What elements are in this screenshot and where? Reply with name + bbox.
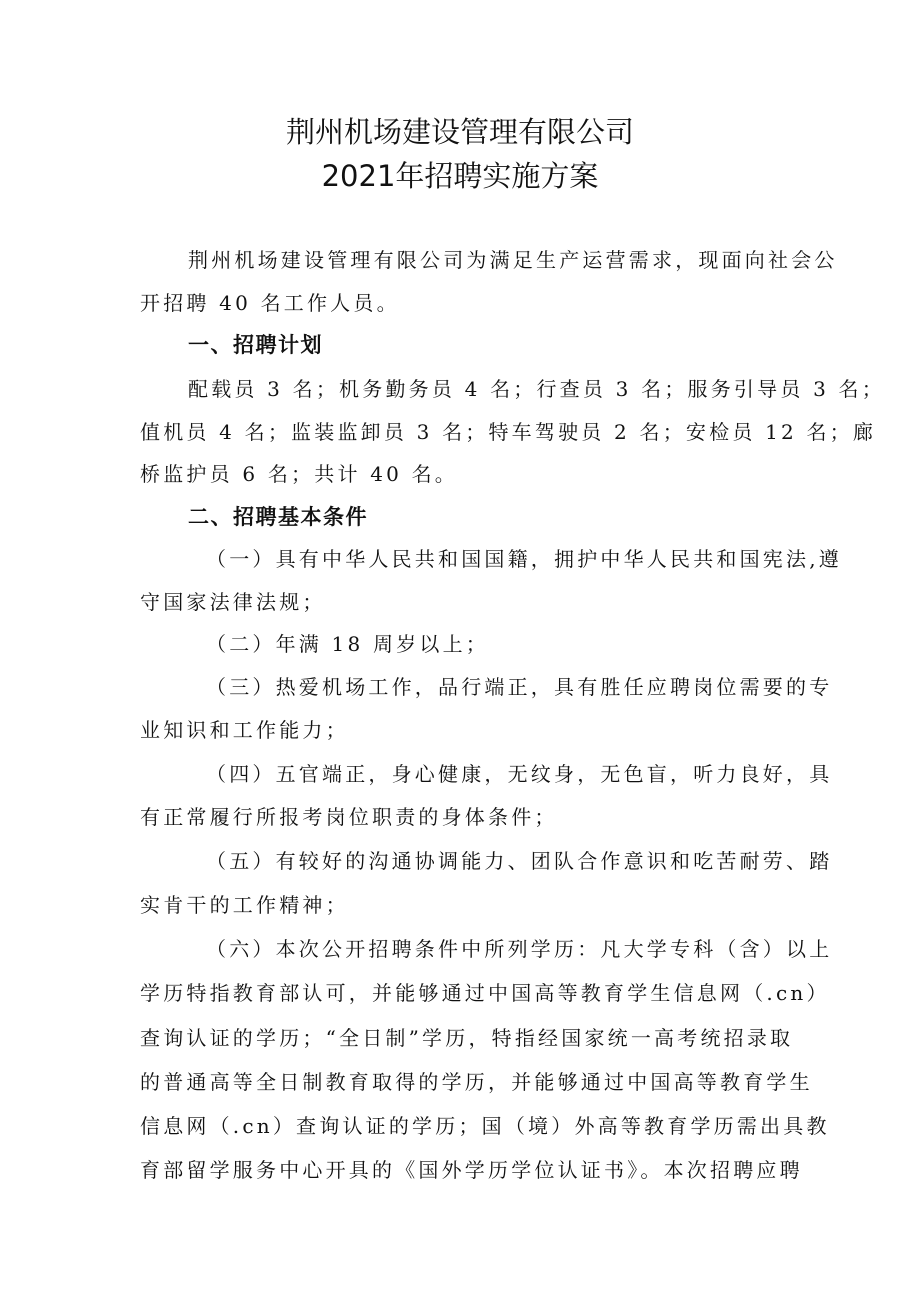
condition-3-line-2: 业知识和工作能力；	[140, 718, 349, 742]
condition-4-line-2: 有正常履行所报考岗位职责的身体条件；	[140, 805, 558, 829]
condition-2-line-1: （二）年满 18 周岁以上；	[206, 632, 489, 656]
section2-heading: 二、招聘基本条件	[188, 505, 368, 529]
condition-1-line-1: （一）具有中华人民共和国国籍，拥护中华人民共和国宪法,遵	[206, 547, 842, 571]
intro-line-2: 开招聘 40 名工作人员。	[140, 291, 400, 315]
intro-line-1: 荆州机场建设管理有限公司为满足生产运营需求，现面向社会公	[188, 248, 838, 272]
condition-6-line-5: 信息网（.cn）查询认证的学历；国（境）外高等教育学历需出具教	[140, 1114, 830, 1138]
condition-6-line-1: （六）本次公开招聘条件中所列学历：凡大学专科（含）以上	[206, 937, 833, 961]
condition-1-line-2: 守国家法律法规；	[140, 590, 326, 614]
condition-3-line-1: （三）热爱机场工作，品行端正，具有胜任应聘岗位需要的专	[206, 675, 833, 699]
condition-4-line-1: （四）五官端正，身心健康，无纹身，无色盲，听力良好，具	[206, 762, 833, 786]
document-title-line1: 荆州机场建设管理有限公司	[285, 115, 634, 149]
document-title-line2: 2021年招聘实施方案	[321, 159, 599, 193]
section1-line-1: 配载员 3 名；机务勤务员 4 名；行查员 3 名；服务引导员 3 名；	[188, 377, 885, 401]
condition-6-line-2: 学历特指教育部认可，并能够通过中国高等教育学生信息网（.cn）	[140, 981, 830, 1005]
condition-6-line-6: 育部留学服务中心开具的《国外学历学位认证书》。本次招聘应聘	[140, 1158, 803, 1182]
condition-5-line-2: 实肯干的工作精神；	[140, 893, 349, 917]
section1-heading: 一、招聘计划	[188, 333, 323, 357]
condition-6-line-4: 的普通高等全日制教育取得的学历，并能够通过中国高等教育学生	[140, 1070, 813, 1094]
condition-5-line-1: （五）有较好的沟通协调能力、团队合作意识和吃苦耐劳、踏	[206, 849, 833, 873]
section1-line-2: 值机员 4 名；监装监卸员 3 名；特车驾驶员 2 名；安检员 12 名；廊	[140, 420, 877, 444]
section1-line-3: 桥监护员 6 名；共计 40 名。	[140, 462, 459, 486]
condition-6-line-3: 查询认证的学历；“全日制”学历，特指经国家统一高考统招录取	[140, 1026, 794, 1050]
